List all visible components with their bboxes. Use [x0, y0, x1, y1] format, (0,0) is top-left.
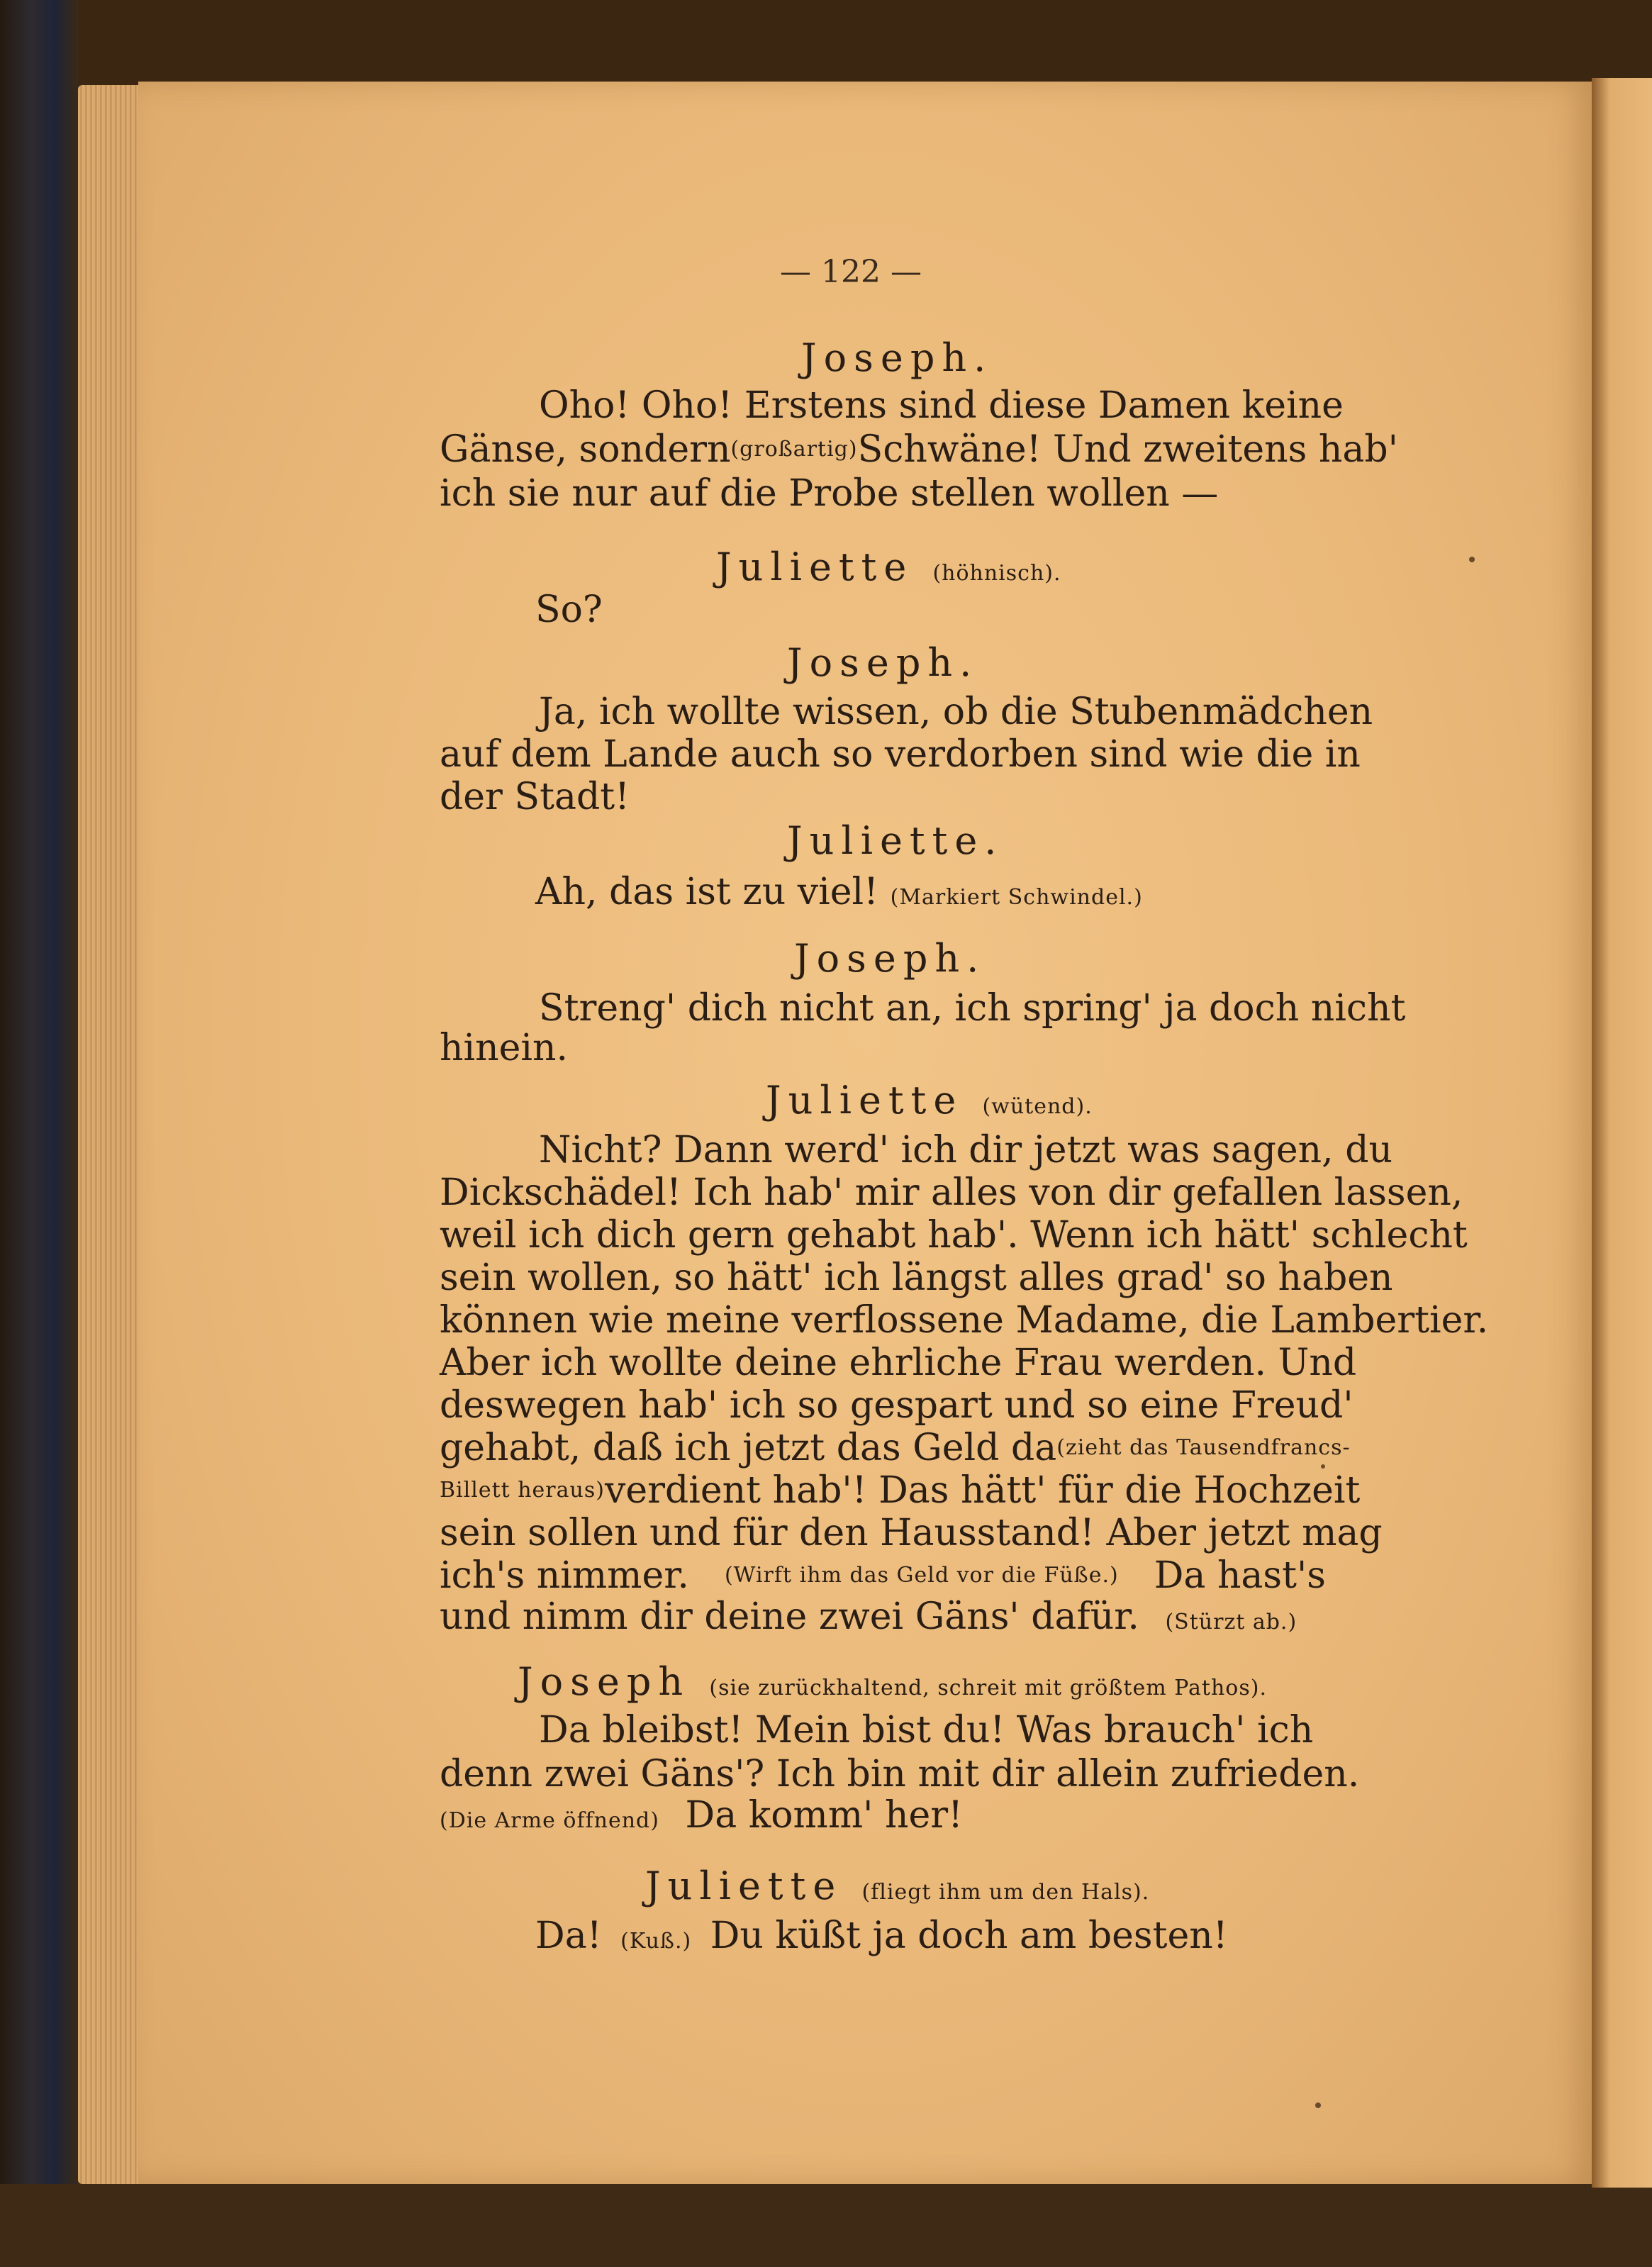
stage-direction: (großartig) — [730, 437, 858, 462]
line-text: Dickschädel! Ich hab' mir alles von dir gefallen lassen, — [440, 1171, 1463, 1214]
speaker-name — [766, 1079, 1093, 1128]
text-line — [440, 1299, 1489, 1342]
line-text: Oho! Oho! Erstens sind diese Damen keine — [539, 384, 1344, 427]
line-text: Ah, das ist zu viel! — [535, 871, 879, 913]
text-line — [440, 1427, 1351, 1469]
line-text: auf dem Lande auch so verdorben sind wie die in — [440, 733, 1361, 776]
text-line — [440, 1257, 1393, 1299]
speaker-name: Juliette. — [787, 818, 1004, 863]
page-number: — 122 — — [780, 254, 922, 290]
line-text: Aber ich wollte deine ehrliche Frau werden. Und — [440, 1342, 1357, 1384]
line-text: Nicht? Dann werd' ich dir jetzt was sagen, du — [539, 1129, 1393, 1171]
facing-page-edge — [1592, 78, 1652, 2188]
line-text: weil ich dich gern gehabt hab'. Wenn ich hätt' schlecht — [440, 1214, 1468, 1257]
text-line — [440, 1794, 963, 1842]
stage-direction: (höhnisch). — [932, 561, 1061, 586]
page-edges — [78, 85, 145, 2184]
line-text: deswegen hab' ich so gespart und so eine Freud' — [440, 1384, 1354, 1427]
stage-direction: Billett heraus) — [440, 1478, 605, 1503]
text-line — [440, 384, 1344, 427]
text-line — [535, 1915, 1228, 1963]
paper-spot — [1469, 557, 1475, 562]
line-text: denn zwei Gäns'? Ich bin mit dir allein zufrieden. — [440, 1753, 1360, 1795]
text-line — [440, 1384, 1354, 1427]
speaker-label: Juliette — [645, 1864, 843, 1908]
stage-direction: (fliegt ihm um den Hals). — [861, 1880, 1150, 1905]
speaker-name — [518, 1661, 1267, 1710]
stage-direction: (Wirft ihm das Geld vor die Füße.) — [724, 1563, 1119, 1588]
line-text: Du küßt ja doch am besten! — [710, 1915, 1228, 1957]
stage-direction: (Stürzt ab.) — [1165, 1610, 1297, 1634]
line-text: können wie meine verflossene Madame, die Lambertier. — [440, 1299, 1489, 1342]
stage-direction: (wütend). — [982, 1094, 1093, 1119]
paper-spot — [1315, 2102, 1321, 2108]
stage-direction: (sie zurückhaltend, schreit mit größtem Pathos). — [709, 1676, 1267, 1700]
text-line — [440, 1129, 1393, 1171]
speaker-label: Juliette — [716, 545, 914, 589]
speaker-name — [645, 1865, 1149, 1914]
line-text: gehabt, daß ich jetzt das Geld da — [440, 1427, 1057, 1469]
stage-direction: (zieht das Tausendfrancs- — [1056, 1435, 1351, 1460]
line-text: ich's nimmer. — [440, 1554, 689, 1597]
line-text: Schwäne! Und zweitens hab' — [857, 428, 1398, 471]
speaker-label: Juliette — [766, 1078, 964, 1123]
speaker-name: Joseph. — [794, 936, 986, 981]
backdrop-bottom — [0, 2184, 1652, 2267]
line-text: hinein. — [440, 1027, 569, 1069]
text-line — [440, 1709, 1326, 1751]
backdrop-top — [0, 0, 1652, 85]
stage-direction: (Die Arme öffnend) — [440, 1808, 659, 1833]
text-line — [440, 1554, 1326, 1597]
line-text: sein sollen und für den Hausstand! Aber jetzt mag — [440, 1512, 1383, 1554]
stage-direction: (Kuß.) — [620, 1929, 692, 1954]
text-line — [440, 1595, 1297, 1644]
line-text: Da komm' her! — [685, 1794, 963, 1837]
line-text: der Stadt! — [440, 776, 630, 818]
line-text: Da! — [535, 1915, 602, 1957]
line-text: Gänse, sondern — [440, 428, 731, 471]
speaker-label: Joseph — [518, 1659, 691, 1704]
text-line — [440, 1214, 1468, 1257]
line-text: und nimm dir deine zwei Gäns' dafür. — [440, 1595, 1139, 1638]
speaker-name: Joseph. — [787, 640, 979, 685]
text-line — [440, 1469, 1361, 1512]
line-text: ich sie nur auf die Probe stellen wollen — — [440, 472, 1219, 515]
text-line — [440, 428, 1398, 471]
text-line — [535, 871, 1143, 919]
line-text: Streng' dich nicht an, ich spring' ja doch nicht — [539, 987, 1406, 1030]
line-text: sein wollen, so hätt' ich längst alles grad' so haben — [440, 1257, 1393, 1299]
text-line — [440, 1171, 1463, 1214]
line-text: Da bleibst! Mein bist du! Was brauch' ich — [539, 1709, 1314, 1751]
text-line — [440, 987, 1406, 1030]
text-line — [440, 1027, 568, 1069]
line-text: Da hast's — [1154, 1554, 1326, 1597]
book-binding — [0, 0, 78, 2267]
stage-direction: (Markiert Schwindel.) — [890, 885, 1143, 910]
line-text: verdient hab'! Das hätt' für die Hochzeit — [604, 1469, 1361, 1512]
text-line — [535, 589, 603, 631]
line-text: So? — [535, 589, 603, 631]
text-line — [440, 1753, 1360, 1795]
text-line — [440, 1512, 1383, 1554]
text-line — [440, 733, 1361, 776]
speaker-name — [716, 546, 1061, 595]
text-line — [440, 776, 630, 818]
text-line — [440, 472, 1218, 515]
text-line — [440, 691, 1373, 733]
text-line — [440, 1342, 1357, 1384]
line-text: Ja, ich wollte wissen, ob die Stubenmädchen — [539, 691, 1373, 733]
speaker-name: Joseph. — [801, 335, 993, 380]
